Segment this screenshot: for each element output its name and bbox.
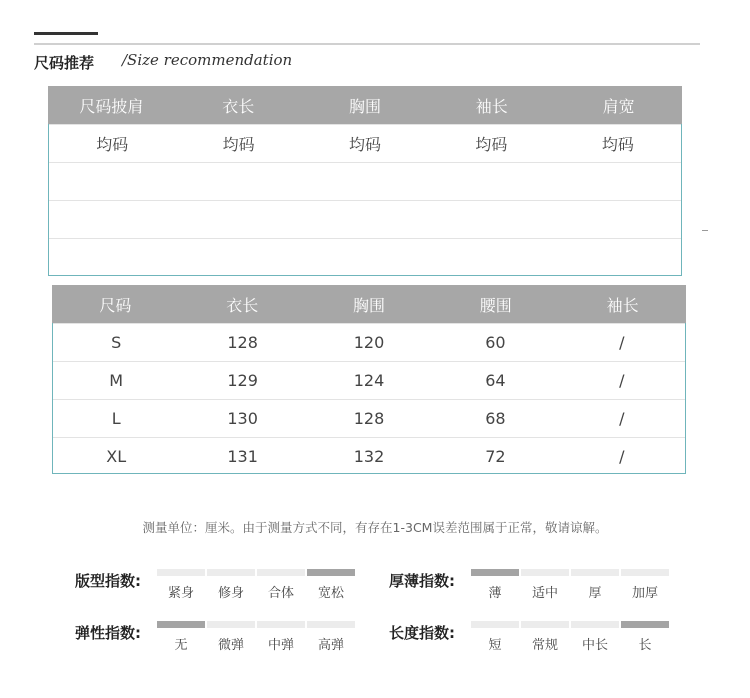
index-option: 适中 xyxy=(531,586,558,601)
index-option: 紧身 xyxy=(167,586,194,601)
table-header-row xyxy=(52,285,686,323)
index-segment xyxy=(621,569,669,576)
index-label: 版型指数: xyxy=(75,572,141,590)
table-row xyxy=(49,200,681,238)
index-segment xyxy=(621,621,669,628)
column-header: 尺码 xyxy=(99,295,132,315)
index-segment xyxy=(571,569,619,576)
table-cell: 60 xyxy=(485,333,506,352)
index-segment xyxy=(257,569,305,576)
index-option: 厚 xyxy=(588,586,602,601)
index-option: 中弹 xyxy=(267,638,294,653)
table-row xyxy=(53,437,685,475)
column-header: 尺码披肩 xyxy=(79,96,144,116)
table-cell: 均码 xyxy=(222,135,255,154)
section-title-en: /Size recommendation xyxy=(122,51,293,69)
title-divider xyxy=(34,43,700,45)
index-option: 长 xyxy=(638,638,652,653)
column-header: 腰围 xyxy=(479,295,512,315)
index-segment xyxy=(157,569,205,576)
section-title-cn: 尺码推荐 xyxy=(34,54,95,72)
index-option: 短 xyxy=(488,638,502,653)
index-option: 无 xyxy=(174,638,188,653)
index-segment xyxy=(207,621,255,628)
table-cell: 均码 xyxy=(475,135,508,154)
table-cell: 均码 xyxy=(601,135,634,154)
column-header: 衣长 xyxy=(222,96,255,116)
table-cell: 132 xyxy=(353,447,385,466)
table-cell: / xyxy=(619,371,625,390)
column-header: 胸围 xyxy=(352,295,385,315)
table-cell: 124 xyxy=(353,371,385,390)
table-cell: 72 xyxy=(485,447,506,466)
index-segment xyxy=(157,621,205,628)
index-option: 修身 xyxy=(217,586,244,601)
index-option: 微弹 xyxy=(217,638,244,653)
index-option: 高弹 xyxy=(317,638,344,653)
index-segment xyxy=(307,621,355,628)
table-row xyxy=(49,238,681,276)
index-segment xyxy=(307,569,355,576)
table-cell: 129 xyxy=(227,371,258,390)
index-segment xyxy=(571,621,619,628)
shawl-size-table xyxy=(48,86,682,276)
table-row xyxy=(49,124,681,162)
measurement-note: 测量单位：厘米。由于测量方式不同，有存在1-3CM误差范围属于正常，敬请谅解。 xyxy=(142,520,608,535)
table-row xyxy=(53,361,685,399)
table-row xyxy=(53,323,685,361)
table-cell: S xyxy=(111,333,122,352)
garment-size-table xyxy=(52,285,686,474)
index-option: 中长 xyxy=(581,638,608,653)
table-cell: 68 xyxy=(485,409,506,428)
decorative-dash xyxy=(702,230,708,231)
index-segment xyxy=(521,569,569,576)
table-cell: / xyxy=(619,409,625,428)
column-header: 肩宽 xyxy=(602,96,635,116)
table-cell: 128 xyxy=(353,409,385,428)
table-cell: XL xyxy=(106,447,127,466)
table-cell: 64 xyxy=(485,371,506,390)
index-option: 薄 xyxy=(488,586,502,601)
title-accent-bar xyxy=(34,32,98,35)
column-header: 袖长 xyxy=(606,295,639,315)
index-segment xyxy=(471,569,519,576)
column-header: 袖长 xyxy=(475,96,508,116)
table-cell: / xyxy=(619,333,625,352)
index-label: 厚薄指数: xyxy=(389,572,455,590)
index-segment xyxy=(471,621,519,628)
table-header-row xyxy=(48,86,682,124)
index-option: 加厚 xyxy=(631,586,658,601)
column-header: 胸围 xyxy=(348,96,381,116)
index-segment xyxy=(257,621,305,628)
index-option: 合体 xyxy=(267,586,294,601)
table-cell: M xyxy=(109,371,124,390)
index-segment xyxy=(521,621,569,628)
table-cell: 130 xyxy=(227,409,258,428)
column-header: 衣长 xyxy=(226,295,259,315)
table-cell: 均码 xyxy=(96,135,129,154)
table-cell: / xyxy=(619,447,625,466)
index-option: 常规 xyxy=(531,638,558,653)
table-cell: 均码 xyxy=(349,135,382,154)
index-label: 弹性指数: xyxy=(75,624,141,642)
table-cell: L xyxy=(111,409,121,428)
table-cell: 128 xyxy=(227,333,258,352)
table-row xyxy=(49,162,681,200)
index-label: 长度指数: xyxy=(389,624,455,642)
table-row xyxy=(53,399,685,437)
table-cell: 131 xyxy=(227,447,258,466)
index-option: 宽松 xyxy=(317,586,344,601)
table-cell: 120 xyxy=(353,333,385,352)
index-segment xyxy=(207,569,255,576)
